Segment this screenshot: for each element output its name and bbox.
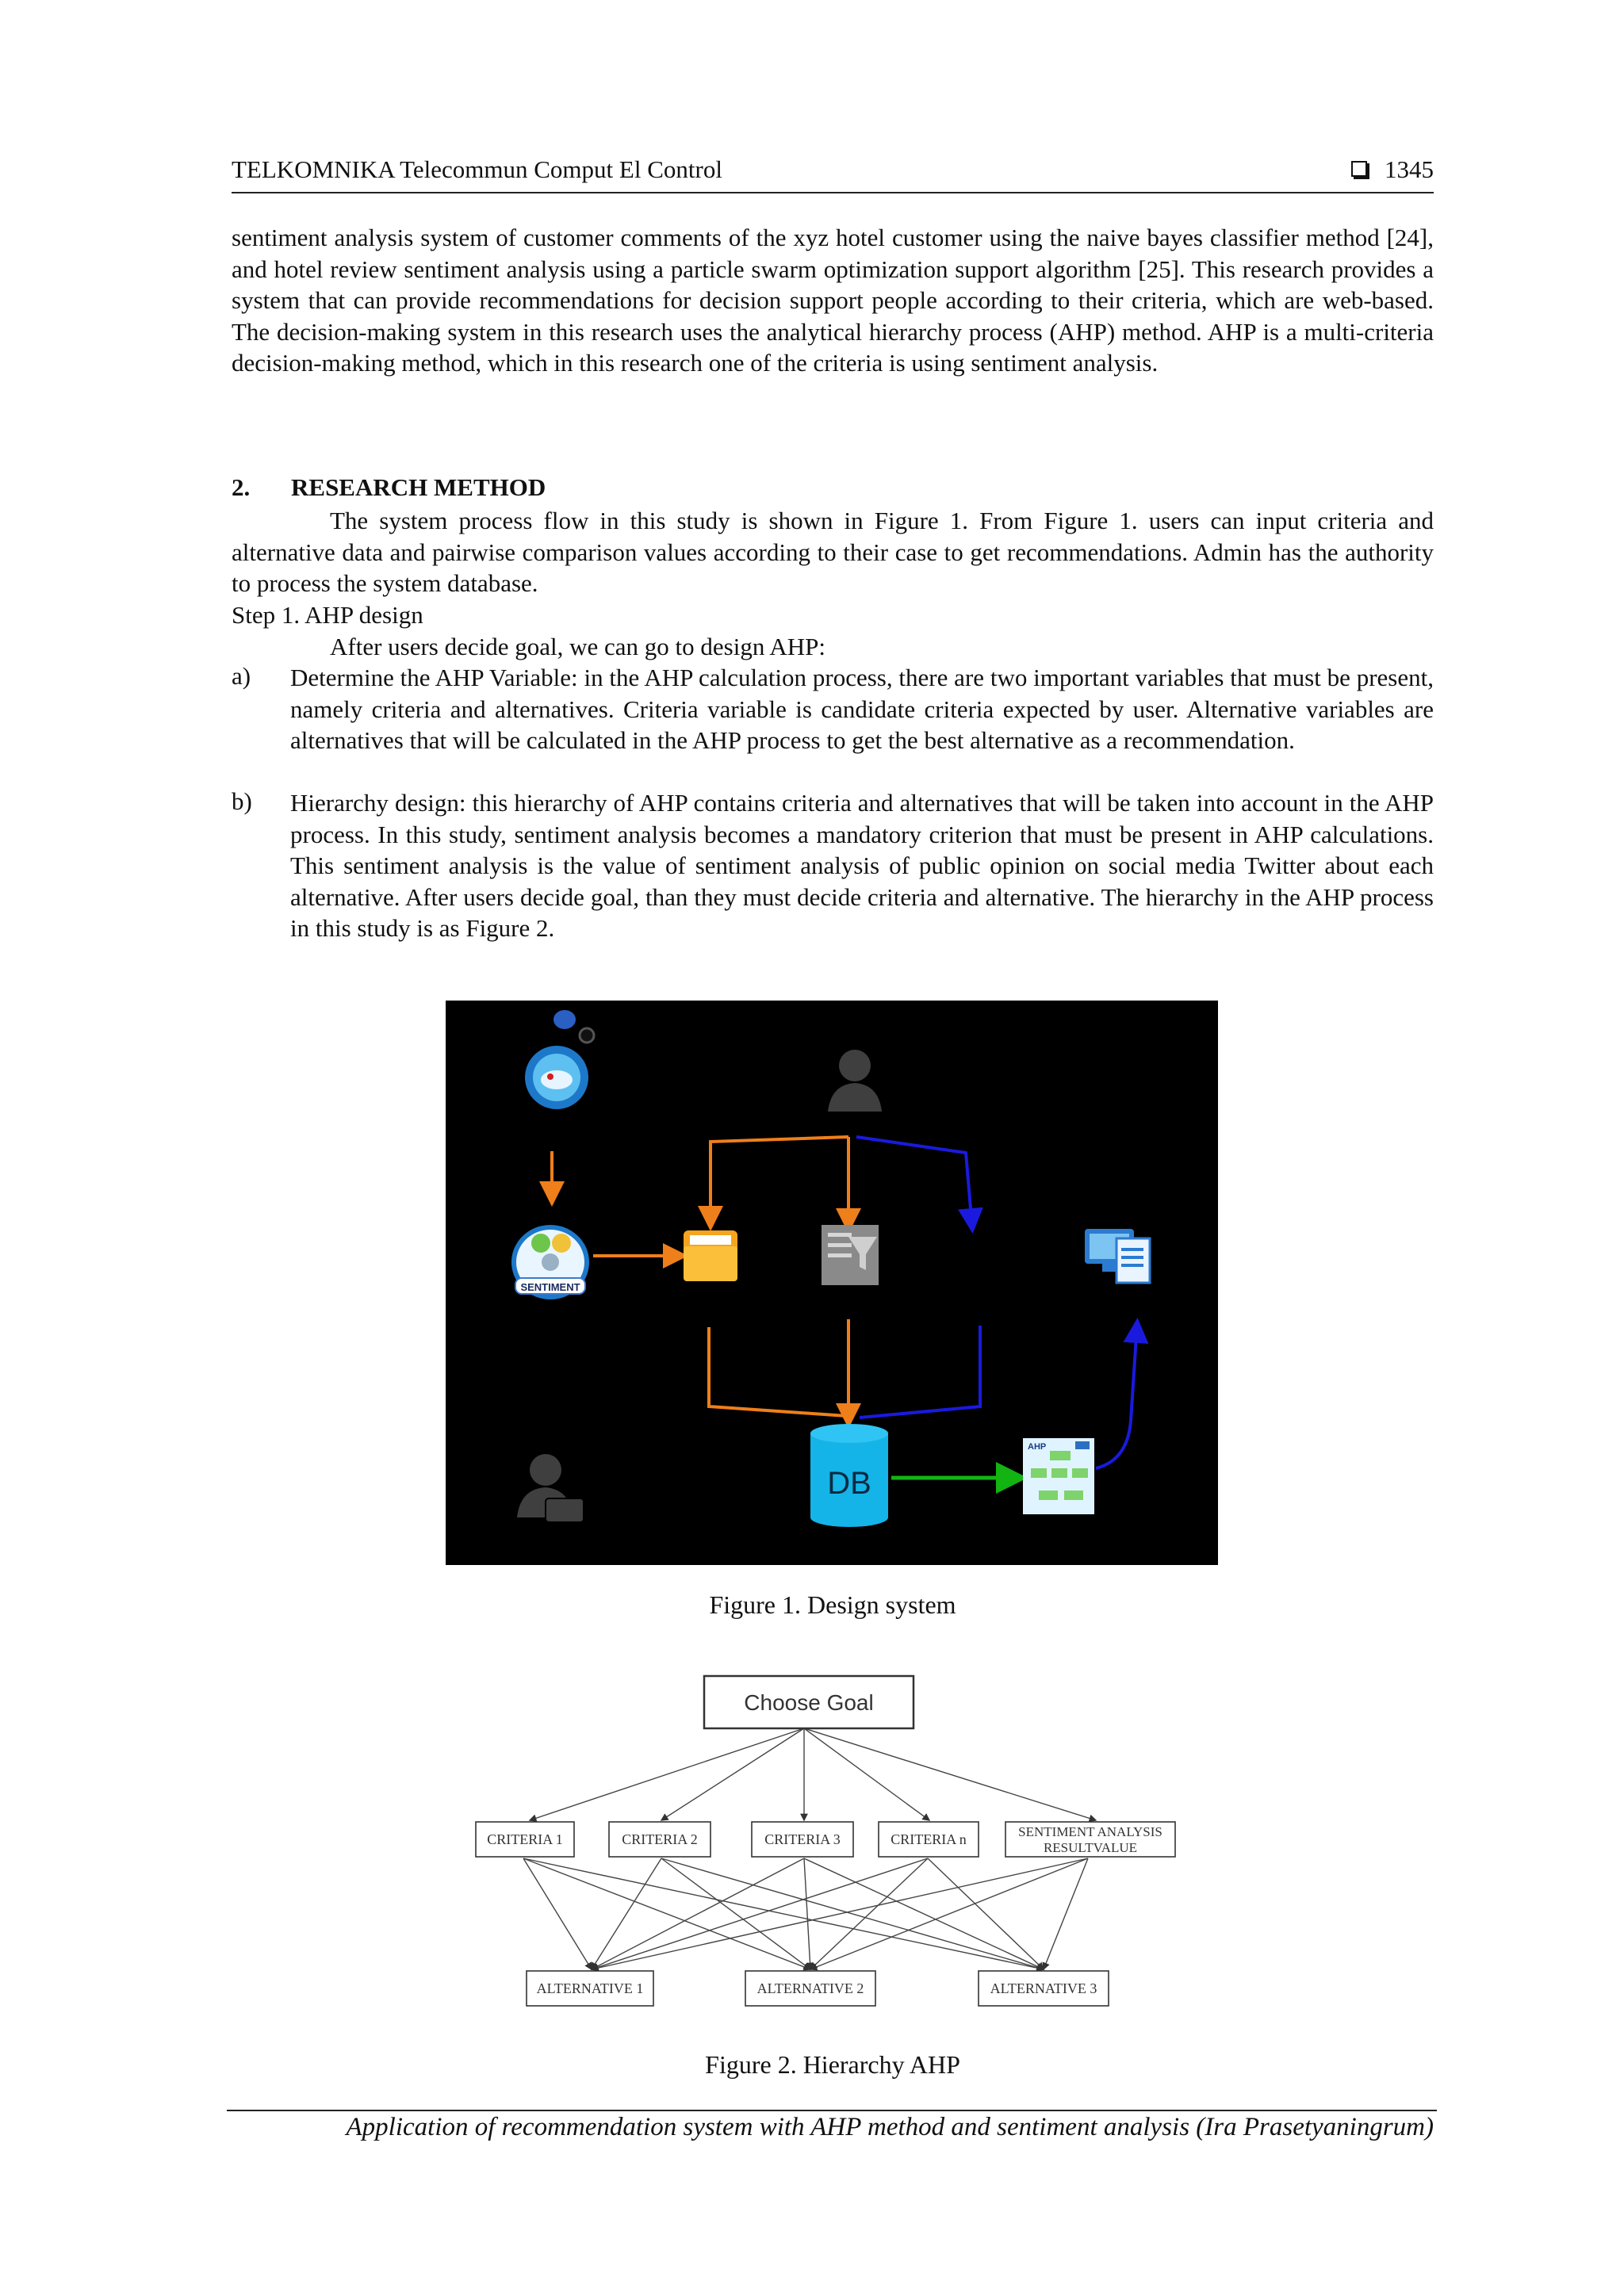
page-number: 1345 bbox=[1385, 155, 1434, 183]
criteria-3-label: CRITERIA 3 bbox=[764, 1831, 841, 1847]
figure-1-diagram bbox=[446, 1001, 1218, 1565]
checkbox-glyph-icon bbox=[1351, 161, 1367, 177]
sentiment-node-line1: SENTIMENT ANALYSIS bbox=[1018, 1824, 1162, 1839]
blue-path-to-db-line bbox=[860, 1326, 980, 1418]
sentiment-node-line2: RESULTVALUE bbox=[1043, 1840, 1138, 1855]
alternative-node-1 bbox=[527, 1971, 653, 2006]
page-number-block bbox=[1351, 155, 1434, 184]
ahp-thumb-label: AHP bbox=[1028, 1442, 1047, 1452]
goal-label: Choose Goal bbox=[744, 1690, 874, 1715]
admin-user-icon bbox=[517, 1454, 584, 1522]
filter-form-icon bbox=[822, 1225, 879, 1285]
user-to-blue-path-arrow bbox=[856, 1137, 972, 1227]
database-icon bbox=[810, 1424, 888, 1527]
user-to-folder-arrow bbox=[710, 1137, 848, 1225]
section-title: RESEARCH METHOD bbox=[291, 473, 546, 501]
list-item-b: Hierarchy design: this hierarchy of AHP contains criteria and alternatives that will be taken into account in the AHP process. In this study, sentiment analysis becomes a mandatory criterion that must be present in AHP calculations. This sentiment analysis is the value of sentiment analysis of public opinion on social media Twitter about each alternative. After users decide goal, than they must decide criteria and alternative. The hierarchy in the AHP process in this study is as Figure 2. bbox=[290, 789, 1434, 942]
sentiment-label: SENTIMENT bbox=[520, 1281, 580, 1293]
section-intro: The system process flow in this study is shown in Figure 1. From Figure 1. users can input criteria and alternative data and pairwise comparison values according to their case to get recommendations. Admin has the authority to process the system database. bbox=[232, 507, 1434, 597]
section-heading bbox=[232, 473, 546, 502]
user-icon bbox=[828, 1050, 882, 1112]
alternative-node-2 bbox=[745, 1971, 875, 2006]
journal-title: TELKOMNIKA Telecommun Comput El Control bbox=[232, 155, 722, 183]
criteria-node-n bbox=[879, 1822, 979, 1857]
running-header bbox=[232, 155, 1434, 193]
figure-2-caption: Figure 2. Hierarchy AHP bbox=[705, 2050, 960, 2079]
section-number: 2. bbox=[232, 473, 251, 501]
intro-paragraph: sentiment analysis system of customer comments of the xyz hotel customer using the naive bayes classifier method [24], and hotel review sentiment analysis using a particle swarm optimization support algorithm [25]. This research provides a system that can provide recommendations for decision support people according to their criteria, which are web-based. The decision-making system in this research uses the analytical hierarchy process (AHP) method. AHP is a multi-criteria decision-making method, which in this research one of the criteria is using sentiment analysis. bbox=[232, 224, 1434, 377]
list-item-a: Determine the AHP Variable: in the AHP calculation process, there are two important variables that must be present, namely criteria and alternatives. Criteria variable is candidate criteria expected by user. Alternative variables are alternatives that will be calculated in the AHP process to get the best alternative as a recommendation. bbox=[290, 664, 1434, 754]
figure-1-caption: Figure 1. Design system bbox=[709, 1590, 956, 1619]
goal-to-criteria-edges bbox=[530, 1728, 1096, 1820]
folder-icon bbox=[684, 1230, 737, 1281]
social-cloud-icon bbox=[525, 1010, 594, 1109]
criteria-node-2 bbox=[609, 1822, 710, 1857]
goal-node bbox=[704, 1676, 914, 1728]
monitor-report-icon bbox=[1085, 1229, 1150, 1283]
ahp-hierarchy-thumbnail bbox=[1023, 1438, 1094, 1514]
criteria-node-3 bbox=[752, 1822, 853, 1857]
step-intro: After users decide goal, we can go to design AHP: bbox=[330, 633, 826, 660]
criteria-1-label: CRITERIA 1 bbox=[487, 1831, 563, 1847]
list-marker-a: a) bbox=[232, 662, 251, 690]
list-marker-b: b) bbox=[232, 787, 252, 815]
alternative-2-label: ALTERNATIVE 2 bbox=[756, 1980, 864, 1996]
criteria-n-label: CRITERIA n bbox=[891, 1831, 967, 1847]
sentiment-analysis-node bbox=[1005, 1822, 1175, 1857]
sentiment-icon bbox=[514, 1227, 587, 1297]
footer-rule bbox=[227, 2110, 1437, 2111]
criteria-2-label: CRITERIA 2 bbox=[622, 1831, 698, 1847]
alternative-node-3 bbox=[979, 1971, 1109, 2006]
figure-2-hierarchy-ahp bbox=[468, 1670, 1182, 2019]
ahp-to-monitor-arrow bbox=[1096, 1324, 1137, 1468]
criteria-to-alternative-edges bbox=[523, 1858, 1088, 1969]
figure-1-design-system bbox=[446, 1001, 1218, 1565]
figure-2-diagram bbox=[468, 1670, 1182, 2019]
alternative-1-label: ALTERNATIVE 1 bbox=[536, 1980, 644, 1996]
running-footer: Application of recommendation system with AHP method and sentiment analysis (Ira Prasetyaningrum) bbox=[346, 2113, 1434, 2141]
folder-to-db-line bbox=[709, 1327, 847, 1416]
db-label: DB bbox=[827, 1466, 871, 1501]
step-label: Step 1. AHP design bbox=[232, 601, 423, 629]
criteria-node-1 bbox=[476, 1822, 574, 1857]
alternative-3-label: ALTERNATIVE 3 bbox=[990, 1980, 1097, 1996]
